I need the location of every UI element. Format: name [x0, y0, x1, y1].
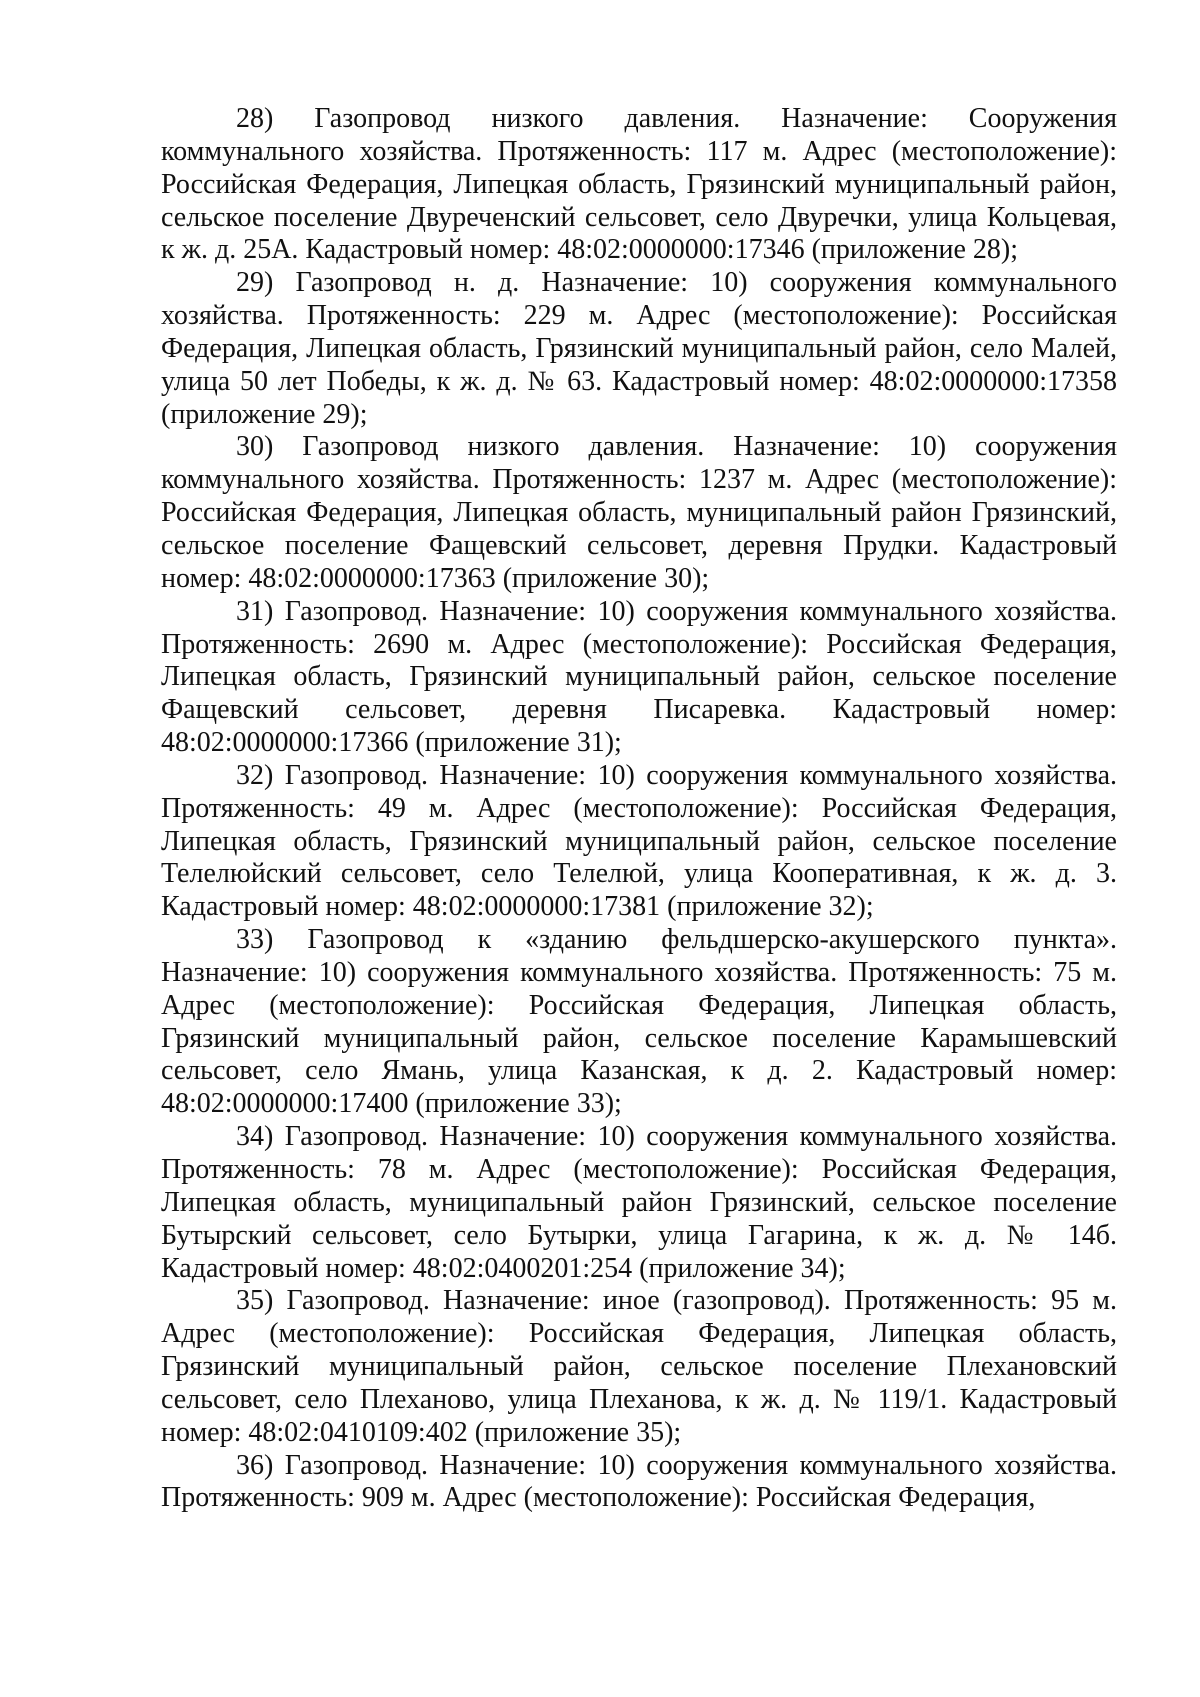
item-number: 31) — [236, 595, 274, 627]
list-item-31 — [161, 596, 1117, 760]
list-item-30 — [161, 431, 1117, 595]
item-text: Газопровод низкого давления. Назначение: Сооружения коммунального хозяйства. Протяженность: 117 м. Адрес (местоположение): Российская Федерация, Липецкая область, Грязинский муниципальный район, сельское поселение Двуреченский сельсовет, село Двуречки, улица Кольцевая, к ж. д. 25А. Кадастровый номер: 48:02:0000000:17346 (приложение 28); — [161, 103, 1117, 266]
list-item-29 — [161, 267, 1117, 431]
item-number: 34) — [236, 1121, 274, 1153]
item-text: Газопровод к «зданию фельдшерско-акушерского пункта». Назначение: 10) сооружения коммунального хозяйства. Протяженность: 75 м. Адрес (местоположение): Российская Федерация, Липецкая область, Грязинский муниципальный район, сельское поселение Карамышевский сельсовет, село Ямань, улица Казанская, к д. 2. Кадастровый номер: 48:02:0000000:17400 (приложение 33); — [161, 924, 1117, 1120]
item-text: Газопровод. Назначение: 10) сооружения коммунального хозяйства. Протяженность: 49 м. Адрес (местоположение): Российская Федерация, Липецкая область, Грязинский муниципальный район, сельское поселение Телелюйский сельсовет, село Телелюй, улица Кооперативная, к ж. д. 3. Кадастровый номер: 48:02:0000000:17381 (приложение 32); — [161, 759, 1118, 923]
list-item-32 — [161, 760, 1117, 924]
list-item-33 — [161, 924, 1117, 1121]
item-text: Газопровод н. д. Назначение: 10) сооружения коммунального хозяйства. Протяженность: 229 м. Адрес (местоположение): Российская Федерация, Липецкая область, Грязинский муниципальный район, село Малей, улица 50 лет Победы, к ж. д. № 63. Кадастровый номер: 48:02:0000000:17358 (приложение 29); — [161, 267, 1117, 430]
list-item-28 — [161, 103, 1117, 267]
list-item-35 — [161, 1285, 1117, 1449]
list-item-36 — [161, 1450, 1117, 1516]
item-text: Газопровод низкого давления. Назначение: 10) сооружения коммунального хозяйства. Протяженность: 1237 м. Адрес (местоположение): Российская Федерация, Липецкая область, муниципальный район Грязинский, сельское поселение Фащевский сельсовет, деревня Прудки. Кадастровый номер: 48:02:0000000:17363 (приложение 30); — [161, 431, 1117, 594]
item-text: Газопровод. Назначение: 10) сооружения коммунального хозяйства. Протяженность: 78 м. Адрес (местоположение): Российская Федерация, Липецкая область, муниципальный район Грязинский, сельское поселение Бутырский сельсовет, село Бутырки, улица Гагарина, к ж. д. № 14б. Кадастровый номер: 48:02:0400201:254 (приложение 34); — [161, 1121, 1118, 1284]
item-number: 33) — [236, 924, 274, 956]
item-text: Газопровод. Назначение: иное (газопровод). Протяженность: 95 м. Адрес (местоположение): Российская Федерация, Липецкая область, Грязинский муниципальный район, сельское поселение Плехановский сельсовет, село Плеханово, улица Плеханова, к ж. д. № 119/1. Кадастровый номер: 48:02:0410109:402 (приложение 35); — [161, 1285, 1118, 1448]
item-number: 36) — [236, 1449, 274, 1481]
document-page — [161, 103, 1117, 1515]
item-text: Газопровод. Назначение: 10) сооружения коммунального хозяйства. Протяженность: 909 м. Адрес (местоположение): Российская Федерация, — [161, 1449, 1118, 1514]
item-text: Газопровод. Назначение: 10) сооружения коммунального хозяйства. Протяженность: 2690 м. Адрес (местоположение): Российская Федерация, Липецкая область, Грязинский муниципальный район, сельское поселение Фащевский сельсовет, деревня Писаревка. Кадастровый номер: 48:02:0000000:17366 (приложение 31); — [161, 595, 1118, 759]
item-number: 35) — [236, 1285, 274, 1317]
item-number: 29) — [236, 267, 274, 299]
item-number: 28) — [236, 103, 274, 134]
item-number: 30) — [236, 431, 274, 463]
item-number: 32) — [236, 759, 274, 791]
list-item-34 — [161, 1121, 1117, 1285]
